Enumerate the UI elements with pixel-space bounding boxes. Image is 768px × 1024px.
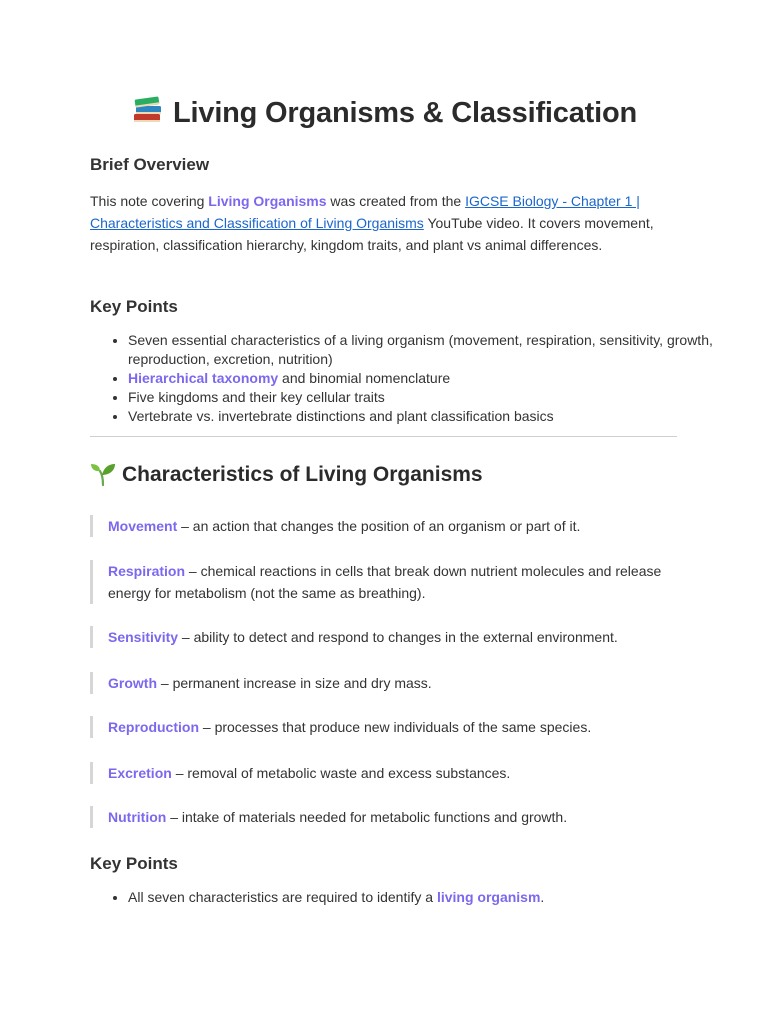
overview-text-3: YouTube video. It covers movement, respiration, classification hierarchy, kingdom traits, and plant vs animal differences. xyxy=(90,215,654,253)
books-icon xyxy=(131,92,165,134)
characteristic-quote xyxy=(90,515,688,537)
page-title xyxy=(0,92,768,134)
characteristic-term: Movement xyxy=(108,518,178,534)
characteristic-desc: – chemical reactions in cells that break down nutrient molecules and release energy for metabolism (not the same as breathing). xyxy=(108,563,662,601)
overview-highlight: Living Organisms xyxy=(208,193,327,209)
characteristic-quote xyxy=(90,626,688,648)
characteristic-desc: – intake of materials needed for metabolic functions and growth. xyxy=(166,809,568,825)
list-item-highlight: living organism xyxy=(436,889,541,905)
key-points-list xyxy=(90,331,718,426)
overview-paragraph xyxy=(90,190,680,256)
characteristic-desc: – removal of metabolic waste and excess substances. xyxy=(171,765,511,781)
list-item-text: All seven characteristics are required to identify a xyxy=(128,889,437,905)
list-item xyxy=(128,407,718,426)
characteristic-quote xyxy=(90,560,688,604)
list-item xyxy=(128,888,718,907)
characteristic-quote xyxy=(90,762,688,784)
list-item-text: Vertebrate vs. invertebrate distinctions and plant classification basics xyxy=(128,408,554,424)
characteristic-desc: – an action that changes the position of an organism or part of it. xyxy=(177,518,581,534)
characteristic-desc: – permanent increase in size and dry mass. xyxy=(157,675,432,691)
characteristic-quote xyxy=(90,716,688,738)
list-item-end: . xyxy=(540,889,545,905)
list-item-highlight: Hierarchical taxonomy xyxy=(128,370,279,386)
overview-heading: Brief Overview xyxy=(90,155,210,174)
list-item-text: Seven essential characteristics of a living organism (movement, respiration, sensitivity, growth, reproduction, excretion, nutrition) xyxy=(128,332,713,367)
characteristic-term: Growth xyxy=(108,675,157,691)
characteristic-quote xyxy=(90,672,688,694)
list-item-text: Five kingdoms and their key cellular traits xyxy=(128,389,385,405)
characteristic-quote xyxy=(90,806,688,828)
list-item xyxy=(128,388,718,407)
list-item xyxy=(128,369,718,388)
section-divider xyxy=(90,436,677,437)
overview-text-1: This note covering xyxy=(90,193,209,209)
characteristics-heading-text: Characteristics of Living Organisms xyxy=(122,463,483,486)
key-points-heading: Key Points xyxy=(90,297,178,316)
characteristic-term: Excretion xyxy=(108,765,172,781)
title-text: Living Organisms & Classification xyxy=(173,97,637,129)
characteristic-desc: – ability to detect and respond to changes in the external environment. xyxy=(178,629,618,645)
list-item xyxy=(128,331,718,369)
characteristic-desc: – processes that produce new individuals of the same species. xyxy=(199,719,592,735)
characteristic-term: Nutrition xyxy=(108,809,167,825)
characteristic-term: Sensitivity xyxy=(108,629,179,645)
source-video-link[interactable]: IGCSE Biology - Chapter 1 | Characteristics and Classification of Living Organisms xyxy=(90,193,640,231)
key-points-heading-2: Key Points xyxy=(90,854,178,873)
key-points-list-2 xyxy=(90,888,718,907)
seedling-icon xyxy=(90,460,116,492)
characteristic-term: Reproduction xyxy=(108,719,199,735)
characteristic-term: Respiration xyxy=(108,563,186,579)
characteristics-heading xyxy=(90,460,483,492)
overview-text-2: was created from the xyxy=(326,193,466,209)
list-item-text: and binomial nomenclature xyxy=(278,370,451,386)
